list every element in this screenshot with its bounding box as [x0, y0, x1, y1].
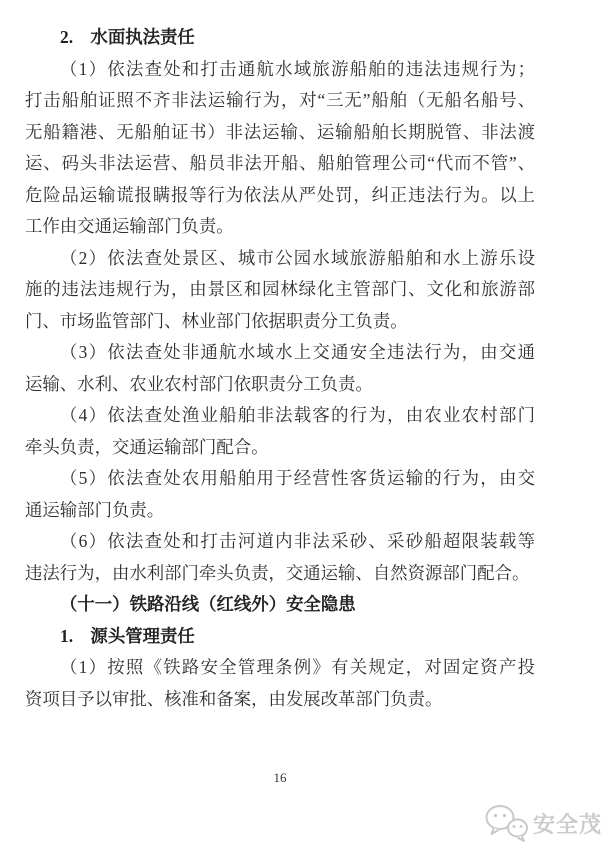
text-line: （5）依法查处农用船舶用于经营性客货运输的行为，由交: [60, 468, 535, 488]
page-number: 16: [273, 770, 287, 785]
text-line: 工作由交通运输部门负责。: [25, 216, 234, 236]
text-line: （6）依法查处和打击河道内非法采砂、采砂船超限装载等: [60, 531, 535, 551]
text-line: 门、市场监管部门、林业部门依据职责分工负责。: [25, 310, 408, 331]
text-line: （1）按照《铁路安全管理条例》有关规定，对固定资产投: [60, 657, 535, 677]
text-line: 运输、水利、农业农村部门依职责分工负责。: [25, 373, 373, 394]
text-line: （1）依法查处和打击通航水域旅游船舶的违法违规行为；: [60, 58, 535, 79]
heading-line: （十一）铁路沿线（红线外）安全隐患: [60, 594, 356, 614]
text-line: 危险品运输谎报瞒报等行为依法从严处罚，纠正违法行为。以上: [25, 184, 535, 205]
text-line: 施的违法违规行为，由景区和园林绿化主管部门、文化和旅游部: [25, 279, 535, 299]
text-line: 打击船舶证照不齐非法运输行为，对“三无”船舶（无船名船号、: [25, 90, 535, 110]
text-line: 通运输部门负责。: [25, 499, 165, 520]
text-line: （4）依法查处渔业船舶非法载客的行为，由农业农村部门: [60, 405, 535, 425]
watermark: [484, 803, 602, 843]
text-line: 资项目予以审批、核准和备案，由发展改革部门负责。: [25, 688, 443, 709]
heading-line: 2. 水面执法责任: [60, 27, 195, 47]
wechat-icon: [484, 803, 530, 843]
heading-line: 1. 源头管理责任: [60, 625, 195, 646]
text-line: 牵头负责，交通运输部门配合。: [25, 436, 269, 457]
document-body: [25, 22, 535, 715]
text-line: 违法行为，由水利部门牵头负责，交通运输、自然资源部门配合。: [25, 562, 530, 583]
text-line: 运、码头非法运营、船员非法开船、船舶管理公司“代而不管”、: [25, 153, 535, 173]
text-line: 无船籍港、无船舶证书）非法运输、运输船舶长期脱管、非法渡: [25, 121, 535, 142]
text-line: （2）依法查处景区、城市公园水域旅游船舶和水上游乐设: [60, 247, 535, 268]
text-line: （3）依法查处非通航水域水上交通安全违法行为，由交通: [60, 342, 535, 362]
watermark-label: 安全茂: [532, 811, 602, 837]
